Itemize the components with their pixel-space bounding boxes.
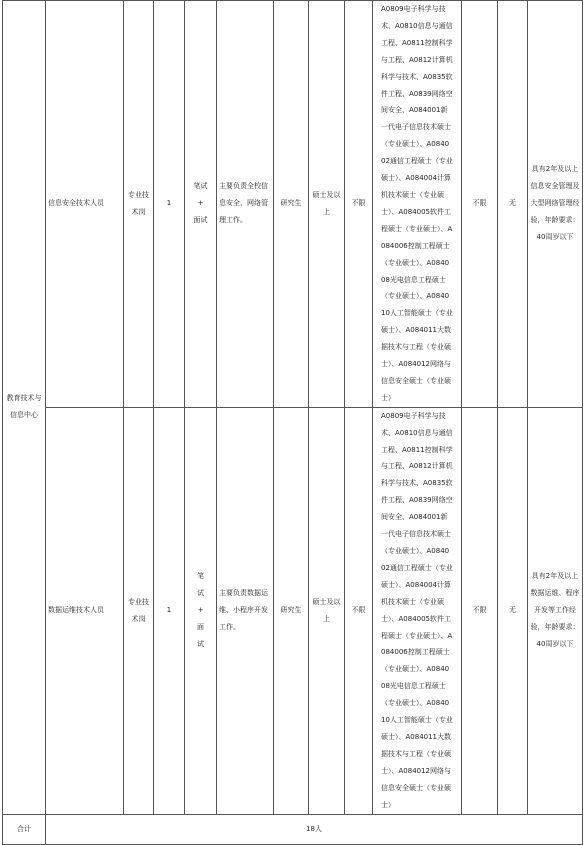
count-cell: 1: [154, 407, 185, 814]
exam-line: 笔: [197, 572, 204, 581]
total-label: 合计: [3, 814, 46, 844]
exam-line: 试: [197, 589, 204, 598]
total-row: [3, 814, 583, 844]
major-cell: A0809电子科学与技术、A0810信息与通信工程、A0811控制科学与工程、A0812计算机科学与技术、A0835软件工程、A0839网络空间安全、A084001新一代电子信息技术硕士（专业硕士）、A084002通信工程硕士（专业硕士）、A084004计算机技术硕士（专业硕士）、A084005软件工程硕士（专业硕士）、A084006控制工程硕士（专业硕士）、A084008光电信息工程硕士（专业硕士）、A084010人工智能硕士（专业硕士）、A084011大数据技术与工程（专业硕士）、A084012网络与信息安全硕士（专业硕士）: [373, 1, 462, 408]
duties-cell: 主要负责数据运维、小程序开发工作。: [217, 407, 274, 814]
age-cell: 不限: [345, 407, 373, 814]
exam-cell: [185, 1, 217, 408]
notes-cell: 具有2年及以上信息安全管理及大型网络管理经验，年龄要求：40周岁以下: [528, 1, 583, 408]
exam-line: 面试: [193, 216, 208, 225]
major-cell: A0809电子科学与技术、A0810信息与通信工程、A0811控制科学与工程、A0812计算机科学与技术、A0835软件工程、A0839网络空间安全、A084001新一代电子信息技术硕士（专业硕士）、A084002通信工程硕士（专业硕士）、A084004计算机技术硕士（专业硕士）、A084005软件工程硕士（专业硕士）、A084006控制工程硕士（专业硕士）、A084008光电信息工程硕士（专业硕士）、A084010人工智能硕士（专业硕士）、A084011大数据技术与工程（专业硕士）、A084012网络与信息安全硕士（专业硕士）: [373, 407, 462, 814]
table-row: [3, 407, 583, 814]
exam-line: 面: [197, 623, 204, 632]
exam-line: 试: [197, 640, 204, 649]
degree-cell: 硕士及以上: [309, 407, 345, 814]
total-value: 18人: [46, 814, 583, 844]
category-cell: 专业技术岗: [124, 1, 154, 408]
exam-line: +: [197, 199, 204, 208]
position-cell: 数据运维技术人员: [46, 407, 124, 814]
unit-cell: 教育技术与信息中心: [3, 1, 46, 815]
notes-cell: 具有2年及以上数据运维、程序开发等工作经验，年龄要求：40周岁以下: [528, 407, 583, 814]
political-cell: 不限: [462, 407, 498, 814]
duties-cell: 主要负责全校信息安全、网络管理工作。: [217, 1, 274, 408]
education-cell: 研究生: [274, 407, 309, 814]
political-cell: 不限: [462, 1, 498, 408]
age-cell: 不限: [345, 1, 373, 408]
count-cell: 1: [154, 1, 185, 408]
exam-line: +: [197, 606, 204, 615]
recruitment-table: [2, 0, 583, 845]
education-cell: 研究生: [274, 1, 309, 408]
exam-cell: [185, 407, 217, 814]
other-cell: 无: [498, 407, 528, 814]
other-cell: 无: [498, 1, 528, 408]
position-cell: 信息安全技术人员: [46, 1, 124, 408]
exam-line: 笔试: [193, 182, 208, 191]
degree-cell: 硕士及以上: [309, 1, 345, 408]
table-row: [3, 1, 583, 408]
category-cell: 专业技术岗: [124, 407, 154, 814]
